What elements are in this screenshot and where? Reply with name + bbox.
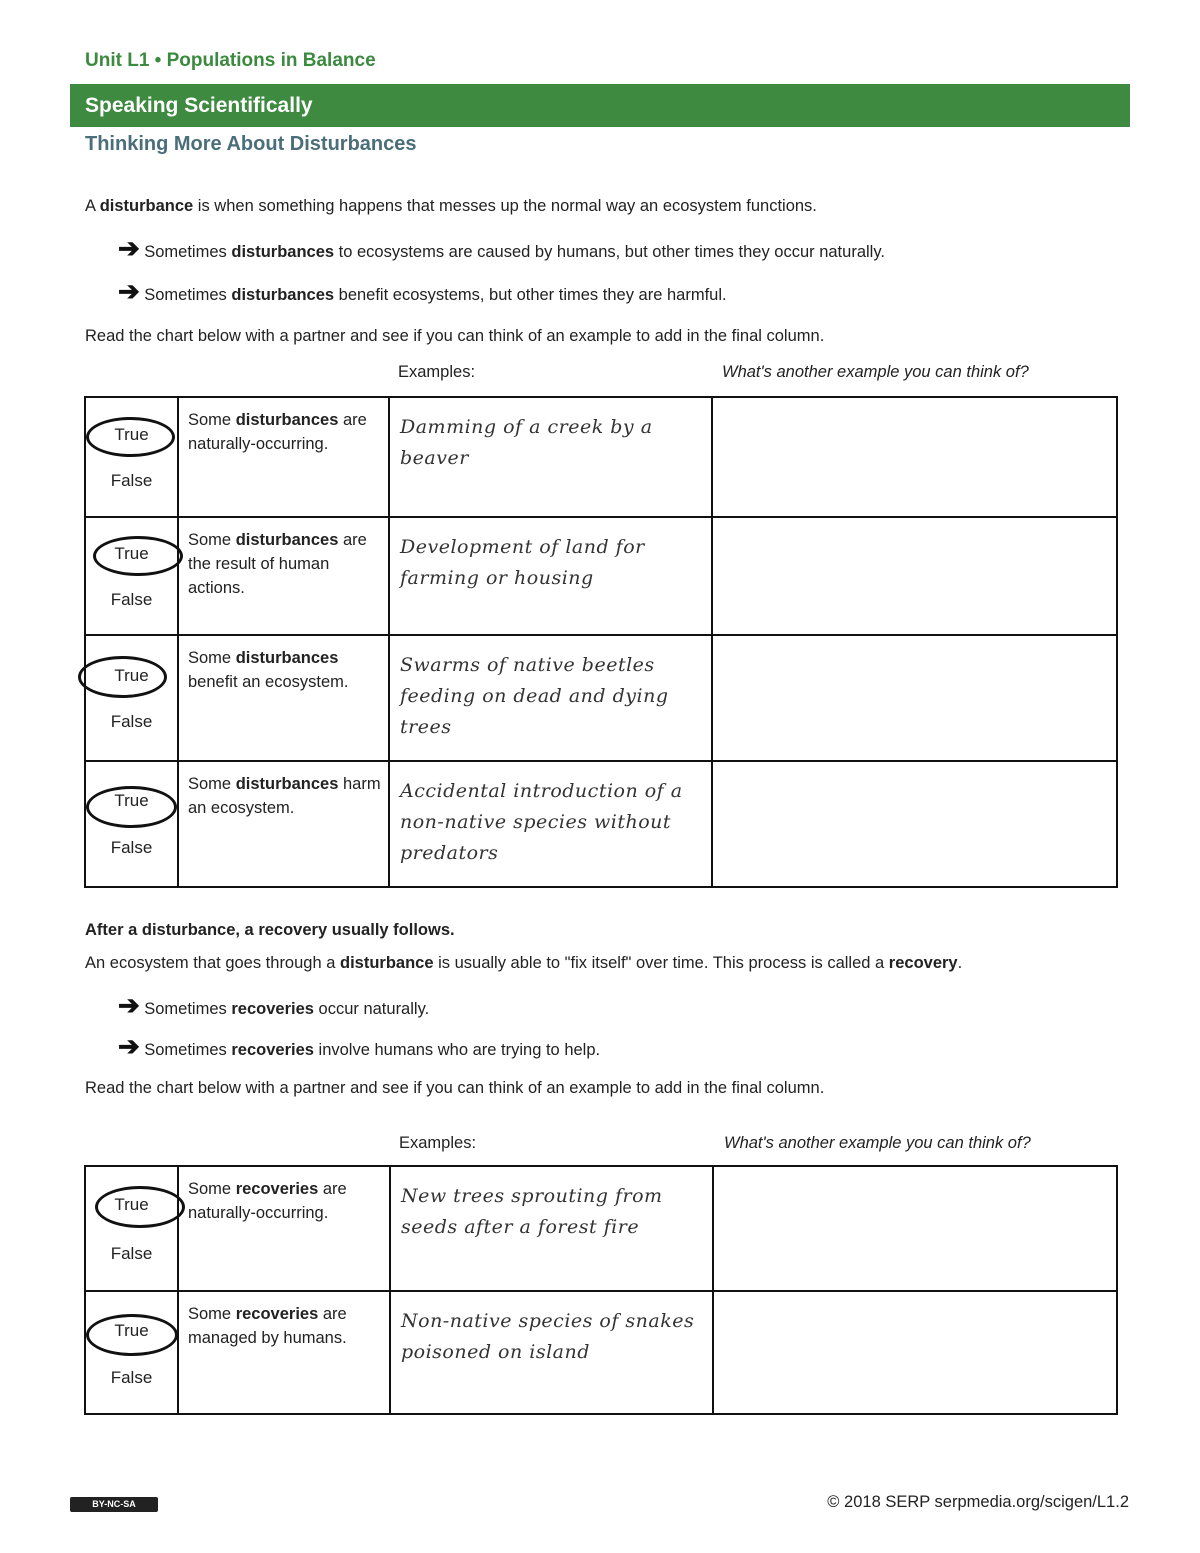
- table-row: [85, 397, 1117, 517]
- true-false-choice: [86, 1167, 177, 1290]
- statement: [179, 636, 388, 694]
- instruction-1: Read the chart below with a partner and see if you can think of an example to add in the final column.: [85, 327, 825, 345]
- false-option[interactable]: False: [110, 1244, 153, 1263]
- term-bold: disturbances: [231, 243, 335, 261]
- term-bold: recoveries: [231, 1000, 314, 1018]
- true-option[interactable]: True: [114, 1321, 149, 1340]
- text: Some: [188, 531, 236, 549]
- text: harm an ecosystem.: [188, 775, 381, 817]
- text: are naturally-occurring.: [188, 1180, 347, 1222]
- term-bold: recovery: [258, 921, 328, 939]
- answer-blank-cell[interactable]: [713, 1291, 1117, 1414]
- text: Some: [188, 411, 236, 429]
- answer-blank-cell[interactable]: [712, 635, 1117, 761]
- text: Some: [188, 1180, 236, 1198]
- false-option[interactable]: False: [110, 471, 153, 490]
- true-option[interactable]: True: [114, 544, 149, 563]
- column-header-examples: Examples:: [399, 1134, 477, 1152]
- handwritten-example: Swarms of native beetles feeding on dead and dying trees: [400, 654, 669, 738]
- true-false-choice: [86, 1292, 177, 1413]
- text: are the result of human actions.: [188, 531, 367, 597]
- text-bold: usually follows.: [327, 921, 455, 939]
- term-bold: recoveries: [235, 1180, 319, 1198]
- table-row: [85, 635, 1117, 761]
- false-option[interactable]: False: [110, 1368, 153, 1387]
- false-option[interactable]: False: [110, 712, 153, 731]
- arrow-right-icon: ➔: [118, 1031, 140, 1061]
- cc-license-icon: BY-NC-SA: [70, 1497, 158, 1512]
- text: is usually able to "fix itself" over time. This process is called a: [433, 954, 889, 972]
- table-row: [85, 517, 1117, 635]
- term-bold: recovery: [888, 954, 958, 972]
- table-row: [85, 1166, 1117, 1291]
- term-bold: disturbances: [235, 775, 339, 793]
- text: Some: [188, 649, 236, 667]
- answer-blank-cell[interactable]: [713, 1166, 1117, 1291]
- true-false-choice: [86, 762, 177, 886]
- column-header-examples: Examples:: [398, 363, 476, 381]
- true-option[interactable]: True: [114, 791, 149, 810]
- copyright-footer: © 2018 SERP serpmedia.org/scigen/L1.2: [827, 1493, 1129, 1511]
- text-bold: After a: [85, 921, 142, 939]
- text: Sometimes: [144, 1041, 232, 1059]
- text: are naturally-occurring.: [188, 411, 367, 453]
- statement: [179, 398, 388, 456]
- recovery-definition: [85, 954, 962, 973]
- text: benefit an ecosystem.: [188, 673, 349, 691]
- term-bold: recoveries: [235, 1305, 319, 1323]
- text: A: [85, 197, 100, 215]
- disturbance-definition: [85, 197, 817, 216]
- bullet-2: [118, 276, 727, 306]
- instruction-2: Read the chart below with a partner and see if you can think of an example to add in the final column.: [85, 1079, 825, 1097]
- term-bold: disturbance: [340, 954, 434, 972]
- term-bold: disturbances: [231, 286, 335, 304]
- arrow-right-icon: ➔: [118, 990, 140, 1020]
- bullet-1: [118, 233, 885, 263]
- term-bold: disturbance: [141, 921, 236, 939]
- true-false-choice: [86, 518, 177, 634]
- term-bold: disturbance: [99, 197, 194, 215]
- column-header-another: What's another example you can think of?: [722, 363, 1029, 381]
- text: involve humans who are trying to help.: [313, 1041, 601, 1059]
- bullet-3: [118, 990, 430, 1020]
- text: An ecosystem that goes through a: [85, 954, 340, 972]
- recoveries-table: [84, 1165, 1118, 1415]
- answer-blank-cell[interactable]: [712, 397, 1117, 517]
- text-bold: , a: [235, 921, 259, 939]
- statement: [179, 762, 388, 820]
- term-bold: recoveries: [231, 1041, 314, 1059]
- handwritten-example: Development of land for farming or housing: [400, 536, 645, 589]
- true-option[interactable]: True: [114, 666, 149, 685]
- band-title: Speaking Scientifically: [85, 94, 313, 117]
- handwritten-example: Accidental introduction of a non-native species without predators: [400, 780, 683, 864]
- handwritten-example: Non-native species of snakes poisoned on island: [401, 1310, 695, 1363]
- text: are managed by humans.: [188, 1305, 347, 1347]
- table-row: [85, 761, 1117, 887]
- text: Sometimes: [144, 286, 232, 304]
- arrow-right-icon: ➔: [118, 233, 140, 263]
- text: Some: [188, 775, 236, 793]
- text: Some: [188, 1305, 236, 1323]
- bullet-4: [118, 1031, 601, 1061]
- section-title: Thinking More About Disturbances: [85, 133, 417, 155]
- false-option[interactable]: False: [110, 838, 153, 857]
- text: benefit ecosystems, but other times they are harmful.: [334, 286, 727, 304]
- disturbances-table: [84, 396, 1118, 888]
- text: .: [957, 954, 963, 972]
- text: occur naturally.: [313, 1000, 430, 1018]
- term-bold: disturbances: [235, 531, 339, 549]
- arrow-right-icon: ➔: [118, 276, 140, 306]
- term-bold: disturbances: [235, 411, 339, 429]
- true-option[interactable]: True: [114, 1195, 149, 1214]
- text: to ecosystems are caused by humans, but other times they occur naturally.: [334, 243, 885, 261]
- text: is when something happens that messes up the normal way an ecosystem functions.: [193, 197, 817, 215]
- column-header-another: What's another example you can think of?: [724, 1134, 1031, 1152]
- text: Sometimes: [144, 243, 232, 261]
- statement: [179, 518, 388, 600]
- true-false-choice: [86, 398, 177, 516]
- statement: [179, 1292, 389, 1350]
- table-row: [85, 1291, 1117, 1414]
- unit-title: Unit L1 • Populations in Balance: [85, 50, 376, 71]
- handwritten-example: New trees sprouting from seeds after a forest fire: [401, 1185, 663, 1238]
- true-option[interactable]: True: [114, 425, 149, 444]
- term-bold: disturbances: [235, 649, 339, 667]
- answer-blank-cell[interactable]: [712, 761, 1117, 887]
- true-false-choice: [86, 636, 177, 760]
- recovery-heading: [85, 921, 455, 940]
- section-band: [70, 84, 1130, 127]
- false-option[interactable]: False: [110, 590, 153, 609]
- text: Sometimes: [144, 1000, 232, 1018]
- statement: [179, 1167, 389, 1225]
- handwritten-example: Damming of a creek by a beaver: [400, 416, 653, 469]
- answer-blank-cell[interactable]: [712, 517, 1117, 635]
